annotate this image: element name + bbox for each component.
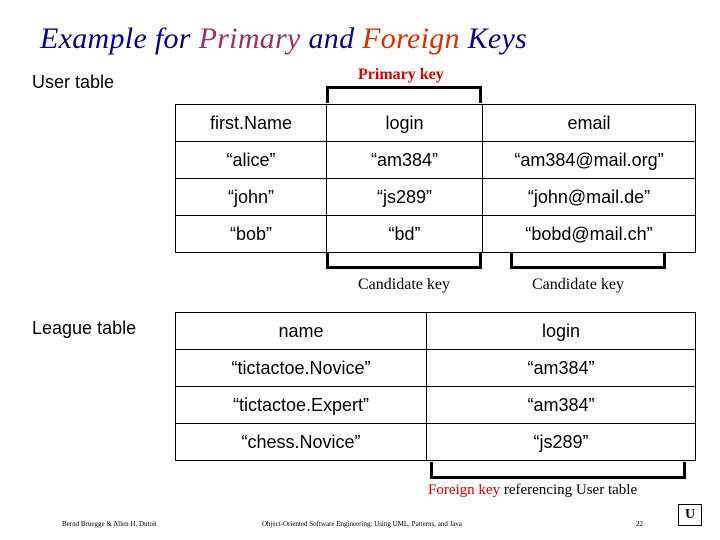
table-cell: “am384” — [427, 387, 696, 424]
foreign-key-red: Foreign key — [428, 482, 501, 498]
title-foreign: Foreign — [362, 22, 460, 55]
table-cell: “bd” — [327, 216, 483, 253]
table-cell: “am384” — [327, 142, 483, 179]
foreign-key-rest: referencing — [500, 482, 576, 498]
column-header: email — [483, 105, 696, 142]
table-cell: “am384” — [427, 350, 696, 387]
table-cell: “john” — [176, 179, 327, 216]
primary-key-label: Primary key — [358, 66, 444, 83]
university-logo-icon: U — [678, 504, 702, 526]
title-part1: Example for — [40, 22, 199, 55]
table-row — [176, 216, 696, 253]
table-cell: “js289” — [427, 424, 696, 461]
column-header: name — [176, 313, 427, 350]
primary-key-bracket — [326, 86, 482, 103]
footer-authors: Bernd Bruegge & Allen H. Dutoit — [62, 520, 157, 528]
candidate-key-bracket-2 — [510, 252, 666, 269]
user-table-label: User table — [32, 72, 115, 92]
title-primary: Primary — [198, 22, 301, 55]
table-row — [176, 387, 696, 424]
table-row — [176, 179, 696, 216]
footer-book: Object-Oriented Software Engineering: Using UML, Patterns, and Java — [262, 520, 463, 528]
candidate-key-label-2: Candidate key — [532, 276, 624, 293]
table-row — [176, 142, 696, 179]
foreign-key-bracket — [430, 462, 686, 479]
table-cell: “bobd@mail.ch” — [483, 216, 696, 253]
table-cell: “chess.Novice” — [176, 424, 427, 461]
table-cell: “john@mail.de” — [483, 179, 696, 216]
league-table-label: League table — [32, 318, 137, 338]
user-table — [175, 104, 696, 253]
table-row — [176, 350, 696, 387]
foreign-key-target: User table — [575, 482, 638, 498]
column-header: first.Name — [176, 105, 327, 142]
table-cell: “tictactoe.Novice” — [176, 350, 427, 387]
table-header-row — [176, 313, 696, 350]
table-row — [176, 424, 696, 461]
page-number: 22 — [636, 520, 643, 528]
title-part2: and — [300, 22, 363, 55]
title-part3: Keys — [459, 22, 528, 55]
table-cell: “alice” — [176, 142, 327, 179]
table-cell: “tictactoe.Expert” — [176, 387, 427, 424]
league-table — [175, 312, 696, 461]
table-cell: “bob” — [176, 216, 327, 253]
column-header: login — [327, 105, 483, 142]
table-cell: “js289” — [327, 179, 483, 216]
table-header-row — [176, 105, 696, 142]
slide-title — [40, 22, 527, 56]
column-header: login — [427, 313, 696, 350]
foreign-key-caption — [428, 482, 637, 499]
candidate-key-bracket-1 — [326, 252, 482, 269]
table-cell: “am384@mail.org” — [483, 142, 696, 179]
candidate-key-label-1: Candidate key — [358, 276, 450, 293]
